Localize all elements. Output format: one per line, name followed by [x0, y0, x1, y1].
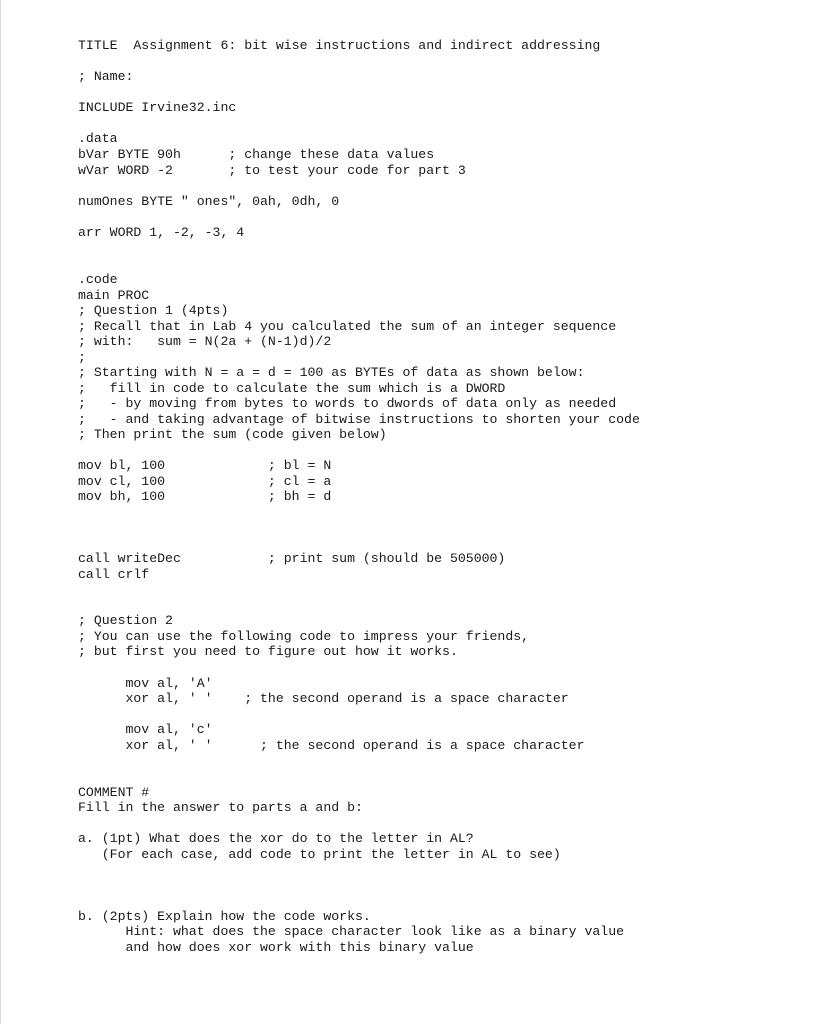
mov-bl-line: mov bl, 100 ; bl = N	[78, 458, 332, 473]
title-line: TITLE Assignment 6: bit wise instructions and indirect addressing	[78, 38, 601, 53]
part-b-question: b. (2pts) Explain how the code works.	[78, 909, 371, 924]
comment-start-line: COMMENT #	[78, 785, 150, 800]
question1-starting: ; Starting with N = a = d = 100 as BYTEs of data as shown below:	[78, 365, 585, 380]
name-line: ; Name:	[78, 69, 134, 84]
fill-in-answer-line: Fill in the answer to parts a and b:	[78, 800, 363, 815]
question1-formula: ; with: sum = N(2a + (N-1)d)/2	[78, 334, 332, 349]
question1-blank: ;	[78, 350, 86, 365]
question1-moving: ; - by moving from bytes to words to dwords of data only as needed	[78, 396, 617, 411]
part-b-hint-cont: and how does xor work with this binary value	[78, 940, 474, 955]
bvar-line: bVar BYTE 90h ; change these data values	[78, 147, 435, 162]
question1-recall: ; Recall that in Lab 4 you calculated the sum of an integer sequence	[78, 319, 617, 334]
arr-line: arr WORD 1, -2, -3, 4	[78, 225, 245, 240]
part-a-question: a. (1pt) What does the xor do to the letter in AL?	[78, 831, 474, 846]
wvar-line: wVar WORD -2 ; to test your code for part 3	[78, 163, 466, 178]
xor-al-space-line-1: xor al, ' ' ; the second operand is a space character	[78, 691, 569, 706]
call-crlf-line: call crlf	[78, 567, 150, 582]
question1-fill-in: ; fill in code to calculate the sum which is a DWORD	[78, 381, 506, 396]
mov-cl-line: mov cl, 100 ; cl = a	[78, 474, 332, 489]
question1-print: ; Then print the sum (code given below)	[78, 427, 387, 442]
call-writedec-line: call writeDec ; print sum (should be 505000)	[78, 551, 506, 566]
data-directive: .data	[78, 131, 118, 146]
code-directive: .code	[78, 272, 118, 287]
xor-al-space-line-2: xor al, ' ' ; the second operand is a space character	[78, 738, 585, 753]
numones-line: numOnes BYTE " ones", 0ah, 0dh, 0	[78, 194, 340, 209]
main-proc-line: main PROC	[78, 288, 150, 303]
mov-al-c-line: mov al, 'c'	[78, 722, 213, 737]
question2-figure-out: ; but first you need to figure out how it works.	[78, 644, 458, 659]
include-line: INCLUDE Irvine32.inc	[78, 100, 237, 115]
part-a-instructions: (For each case, add code to print the letter in AL to see)	[78, 847, 561, 862]
question1-bitwise: ; - and taking advantage of bitwise instructions to shorten your code	[78, 412, 640, 427]
mov-bh-line: mov bh, 100 ; bh = d	[78, 489, 332, 504]
mov-al-a-line: mov al, 'A'	[78, 676, 213, 691]
part-b-hint: Hint: what does the space character look like as a binary value	[78, 924, 625, 939]
question2-impress: ; You can use the following code to impress your friends,	[78, 629, 530, 644]
question1-heading: ; Question 1 (4pts)	[78, 303, 229, 318]
question2-heading: ; Question 2	[78, 613, 173, 628]
